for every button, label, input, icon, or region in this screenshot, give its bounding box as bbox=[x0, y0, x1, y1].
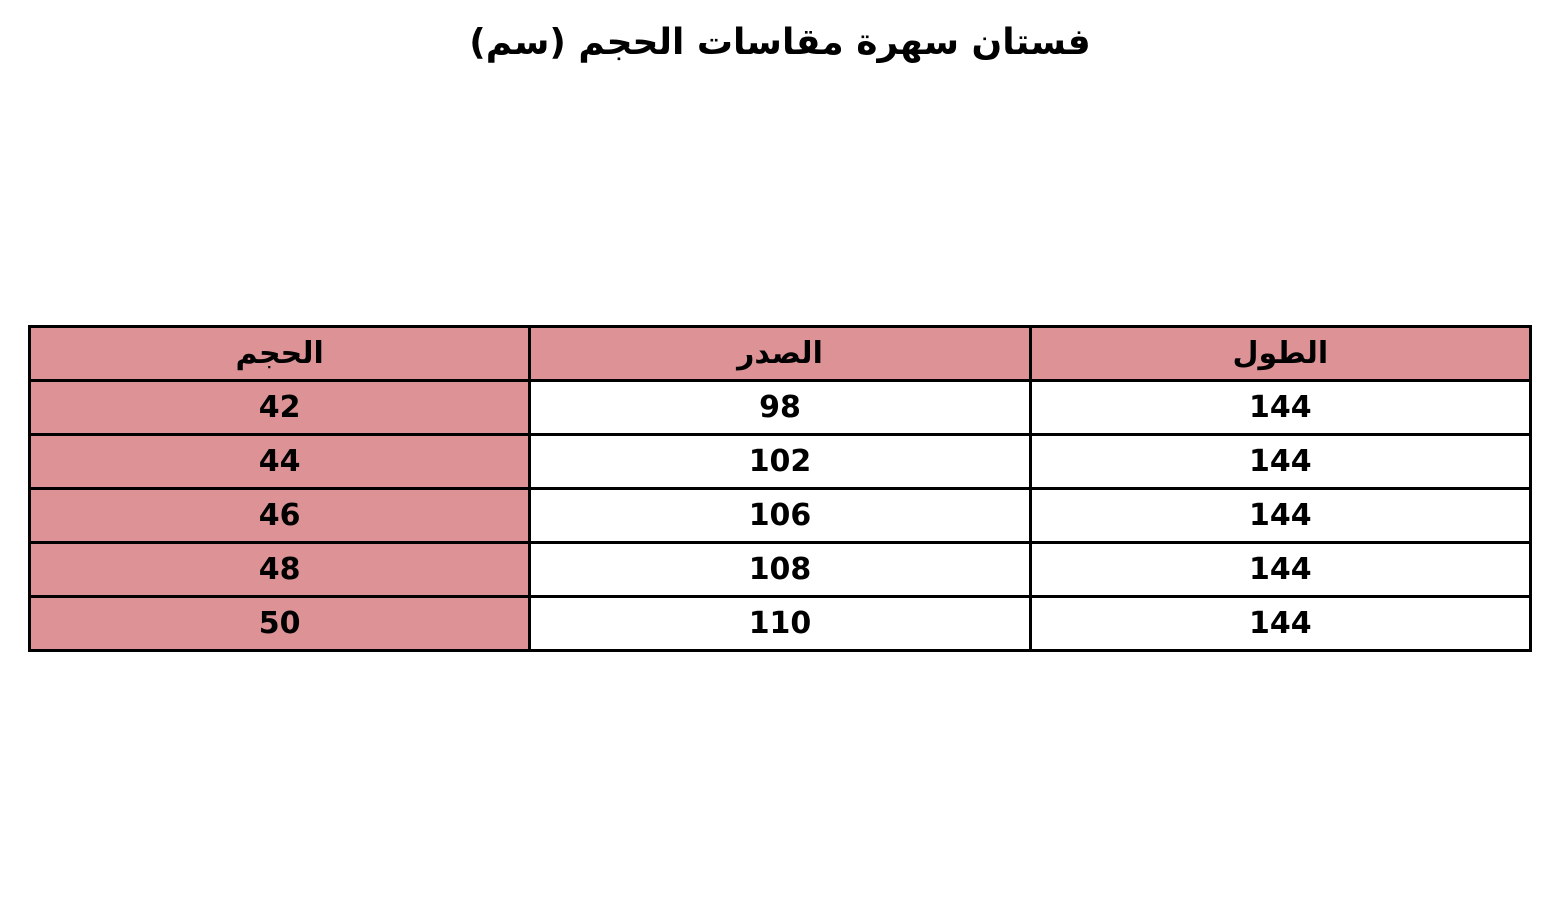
cell-size bbox=[30, 435, 530, 489]
cell-size bbox=[30, 543, 530, 597]
cell-length-value: 144 bbox=[1249, 390, 1312, 425]
cell-chest bbox=[530, 435, 1030, 489]
cell-length-value: 144 bbox=[1249, 444, 1312, 479]
cell-size bbox=[30, 381, 530, 435]
column-header-chest: الصدر bbox=[530, 327, 1030, 381]
cell-size-value: 44 bbox=[258, 444, 301, 479]
cell-length bbox=[1030, 435, 1530, 489]
cell-length-value: 144 bbox=[1249, 552, 1312, 587]
size-chart-table bbox=[28, 325, 1532, 652]
cell-chest-value: 106 bbox=[748, 498, 812, 533]
table-body bbox=[30, 381, 1531, 651]
column-header-size: الحجم bbox=[30, 327, 530, 381]
cell-length bbox=[1030, 489, 1530, 543]
cell-length-value: 144 bbox=[1249, 606, 1312, 641]
table-row bbox=[30, 435, 1531, 489]
table-row bbox=[30, 381, 1531, 435]
cell-size bbox=[30, 489, 530, 543]
cell-size-value: 50 bbox=[258, 606, 301, 641]
cell-length bbox=[1030, 381, 1530, 435]
cell-chest-value: 110 bbox=[748, 606, 812, 641]
cell-length bbox=[1030, 597, 1530, 651]
cell-chest bbox=[530, 543, 1030, 597]
table-row bbox=[30, 489, 1531, 543]
table-row bbox=[30, 543, 1531, 597]
cell-size bbox=[30, 597, 530, 651]
table-header-row bbox=[30, 327, 1531, 381]
cell-chest-value: 102 bbox=[748, 444, 812, 479]
cell-length-value: 144 bbox=[1249, 498, 1312, 533]
cell-chest bbox=[530, 597, 1030, 651]
cell-length bbox=[1030, 543, 1530, 597]
cell-chest bbox=[530, 381, 1030, 435]
table-header bbox=[30, 327, 1531, 381]
size-chart-container bbox=[28, 325, 1532, 652]
cell-size-value: 46 bbox=[258, 498, 301, 533]
page-title: فستان سهرة مقاسات الحجم (سم) bbox=[469, 22, 1091, 63]
column-header-length: الطول bbox=[1030, 327, 1530, 381]
cell-chest-value: 98 bbox=[759, 390, 801, 425]
cell-size-value: 48 bbox=[258, 552, 301, 587]
cell-chest-value: 108 bbox=[748, 552, 812, 587]
table-row bbox=[30, 597, 1531, 651]
cell-size-value: 42 bbox=[258, 390, 301, 425]
cell-chest bbox=[530, 489, 1030, 543]
